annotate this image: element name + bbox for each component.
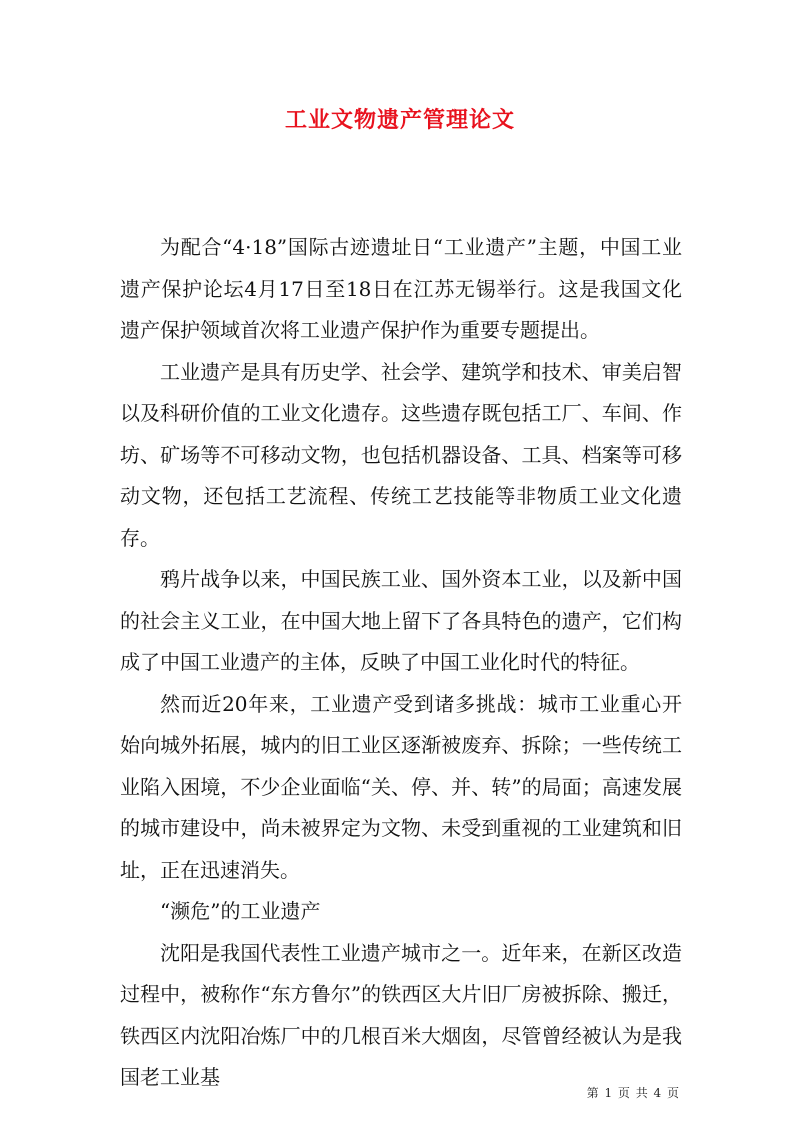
- paragraph-definition: 工业遗产是具有历史学、社会学、建筑学和技术、审美启智以及科研价值的工业文化遗存。这些遗存既包括工厂、车间、作坊、矿场等不可移动文物，也包括机器设备、工具、档案等可移动文物，还包括工艺流程、传统工艺技能等非物质工业文化遗存。: [120, 359, 682, 550]
- paragraph-intro: 为配合“4·18”国际古迹遗址日“工业遗产”主题，中国工业遗产保护论坛4月17日至18日在江苏无锡举行。这是我国文化遗产保护领域首次将工业遗产保护作为重要专题提出。: [120, 235, 682, 342]
- document-title: 工业文物遗产管理论文: [284, 107, 515, 133]
- paragraph-challenges: 然而近20年来，工业遗产受到诸多挑战：城市工业重心开始向城外拓展，城内的旧工业区逐渐被废弃、拆除；一些传统工业陷入困境，不少企业面临“关、停、并、转”的局面；高速发展的城市建设中，尚未被界定为文物、未受到重视的工业建筑和旧址，正在迅速消失。: [120, 691, 682, 882]
- page-number-label: 第 1 页 共 4 页: [586, 1086, 680, 1100]
- document-body: [120, 227, 682, 1099]
- paragraph-shenyang: 沈阳是我国代表性工业遗产城市之一。近年来，在新区改造过程中，被称作“东方鲁尔”的铁西区大片旧厂房被拆除、搬迁，铁西区内沈阳冶炼厂中的几根百米大烟囱，尽管曾经被认为是我国老工业基: [120, 940, 682, 1089]
- paragraph-history: 鸦片战争以来，中国民族工业、国外资本工业，以及新中国的社会主义工业，在中国大地上留下了各具特色的遗产，它们构成了中国工业遗产的主体，反映了中国工业化时代的特征。: [120, 567, 682, 674]
- section-heading: “濒危”的工业遗产: [160, 899, 321, 923]
- page-number: [587, 1084, 680, 1101]
